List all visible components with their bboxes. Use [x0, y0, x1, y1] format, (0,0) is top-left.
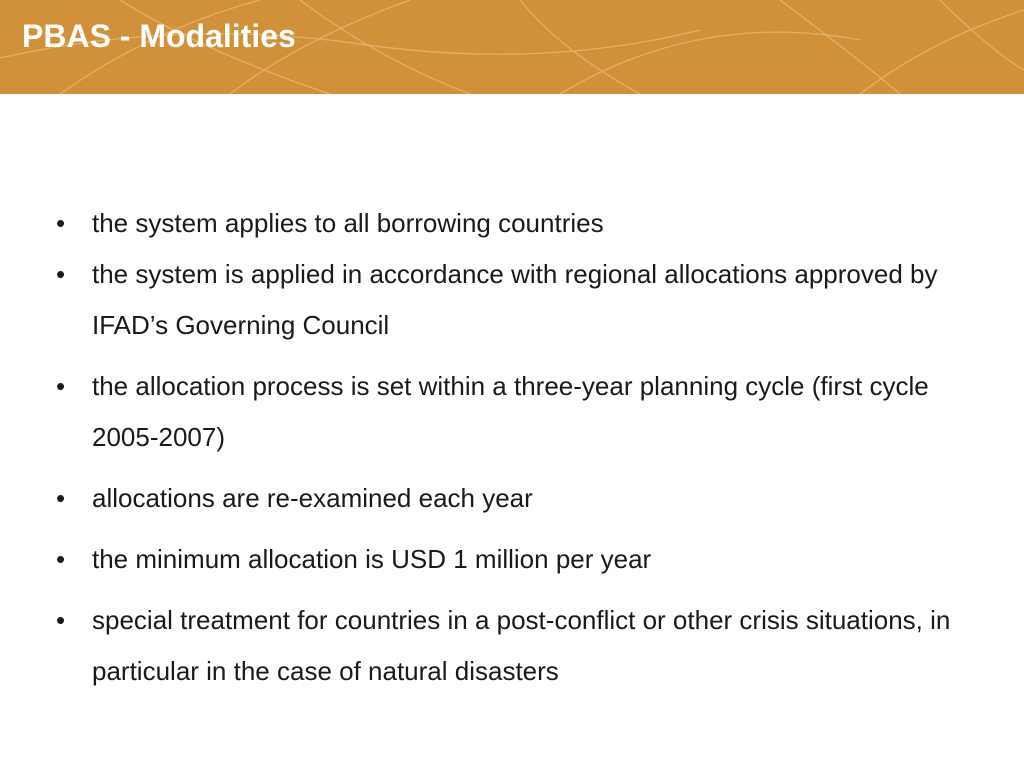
bullet-item [56, 595, 986, 697]
bullet-text: special treatment for countries in a post-conflict or other crisis situations, in particular in the case of natural disasters [92, 605, 951, 686]
bullet-item [56, 198, 986, 249]
bullet-list [56, 198, 986, 697]
bullet-marker: • [56, 483, 66, 513]
bullet-item [56, 534, 986, 585]
bullet-marker: • [56, 605, 66, 635]
bullet-marker: • [56, 208, 66, 238]
bullet-text: the minimum allocation is USD 1 million per year [92, 544, 652, 574]
bullet-text: the system applies to all borrowing countries [92, 208, 604, 238]
bullet-marker: • [56, 259, 66, 289]
bullet-marker: • [56, 371, 66, 401]
bullet-marker: • [56, 544, 66, 574]
bullet-item [56, 361, 986, 463]
bullet-text: the allocation process is set within a three-year planning cycle (first cycle 2005-2007) [92, 371, 929, 452]
bullet-item [56, 473, 986, 524]
slide-title: PBAS - Modalities [22, 18, 296, 54]
bullet-text: the system is applied in accordance with regional allocations approved by IFAD’s Governing Council [92, 259, 938, 340]
bullet-text: allocations are re-examined each year [92, 483, 533, 513]
bullet-item [56, 249, 986, 351]
header-band [0, 0, 1024, 94]
